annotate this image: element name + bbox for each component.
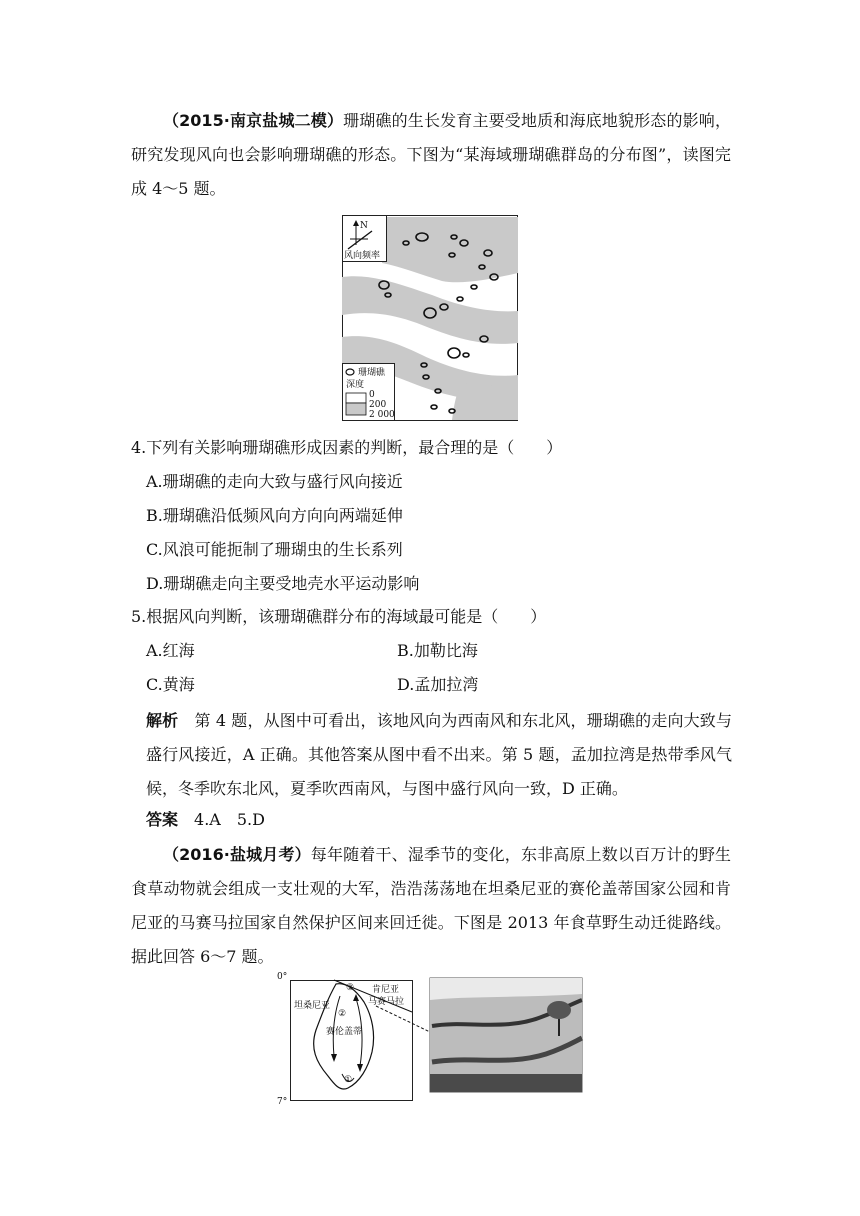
q5-option-d: D.孟加拉湾: [397, 675, 479, 694]
marker-3: ③: [346, 983, 355, 993]
q5-option-c: C.黄海: [146, 675, 195, 694]
legend-coral-label: 珊瑚礁: [358, 368, 386, 378]
depth-2000-label: 2 000: [369, 410, 395, 420]
north-label: N: [360, 221, 368, 231]
q4-stem: 4.下列有关影响珊瑚礁形成因素的判断，最合理的是（ ）: [131, 438, 563, 457]
coral-reef-map-svg: [342, 215, 518, 421]
answer-label: 答案: [146, 810, 179, 829]
kenya-label: 肯尼亚: [372, 985, 400, 995]
wind-frequency-label: 风向频率: [344, 251, 381, 261]
q5-option-b: B.加勒比海: [397, 641, 478, 660]
q5-stem: 5.根据风向判断，该珊瑚礁群分布的海域最可能是（ ）: [131, 607, 547, 626]
coral-reef-map: [342, 215, 518, 425]
analysis-label: 解析: [146, 711, 179, 730]
q5-option-a: A.红海: [146, 641, 195, 660]
marker-2: ②: [338, 1009, 347, 1019]
lat-7-label: 7°: [277, 1097, 288, 1106]
q4-option-c: C.风浪可能扼制了珊瑚虫的生长系列: [146, 540, 403, 559]
wildebeest-photo: [430, 978, 582, 1092]
q67-source: （2016·盐城月考）: [163, 845, 311, 864]
analysis-block: [146, 704, 732, 806]
depth-200-label: 200: [369, 400, 387, 410]
masai-mara-label: 马赛马拉: [368, 997, 405, 1007]
legend-depth-label: 深度: [346, 380, 365, 390]
migration-figure: [276, 970, 586, 1110]
q67-intro: [131, 838, 731, 974]
q67-intro-text: 每年随着干、湿季节的变化，东非高原上数以百万计的野生食草动物就会组成一支壮观的大军，浩浩荡荡地在坦桑尼亚的赛伦盖蒂国家公园和肯尼亚的马赛马拉国家自然保护区间来回迁徙。下图是 2013 年食草野生动迁徙路线。据此回答 6～7 题。: [131, 845, 731, 966]
marker-1: ①: [344, 1075, 353, 1085]
q4-option-a: A.珊瑚礁的走向大致与盛行风向接近: [146, 472, 403, 491]
answer-text: 4.A 5.D: [194, 810, 265, 829]
lat-0-label: 0°: [277, 972, 288, 982]
q45-intro: [131, 104, 731, 206]
depth-0-label: 0: [369, 390, 375, 400]
q4-option-b: B.珊瑚礁沿低频风向方向向两端延伸: [146, 506, 403, 525]
analysis-text: 第 4 题，从图中可看出，该地风向为西南风和东北风，珊瑚礁的走向大致与盛行风接近，A 正确。其他答案从图中看不出来。第 5 题，孟加拉湾是热带季风气候，冬季吹东北风，夏季吹西南风，与图中盛行风向一致，D 正确。: [146, 711, 732, 798]
q45-source: （2015·南京盐城二模）: [163, 111, 344, 130]
serengeti-label: 赛伦盖蒂: [326, 1027, 363, 1037]
tanzania-label: 坦桑尼亚: [294, 1001, 331, 1011]
q45-intro-text: 珊瑚礁的生长发育主要受地质和海底地貌形态的影响，研究发现风向也会影响珊瑚礁的形态。下图为“某海域珊瑚礁群岛的分布图”，读图完成 4～5 题。: [131, 111, 731, 198]
migration-figure-svg: [276, 970, 586, 1106]
q4-option-d: D.珊瑚礁走向主要受地壳水平运动影响: [146, 574, 420, 593]
answer-block: [146, 809, 265, 831]
